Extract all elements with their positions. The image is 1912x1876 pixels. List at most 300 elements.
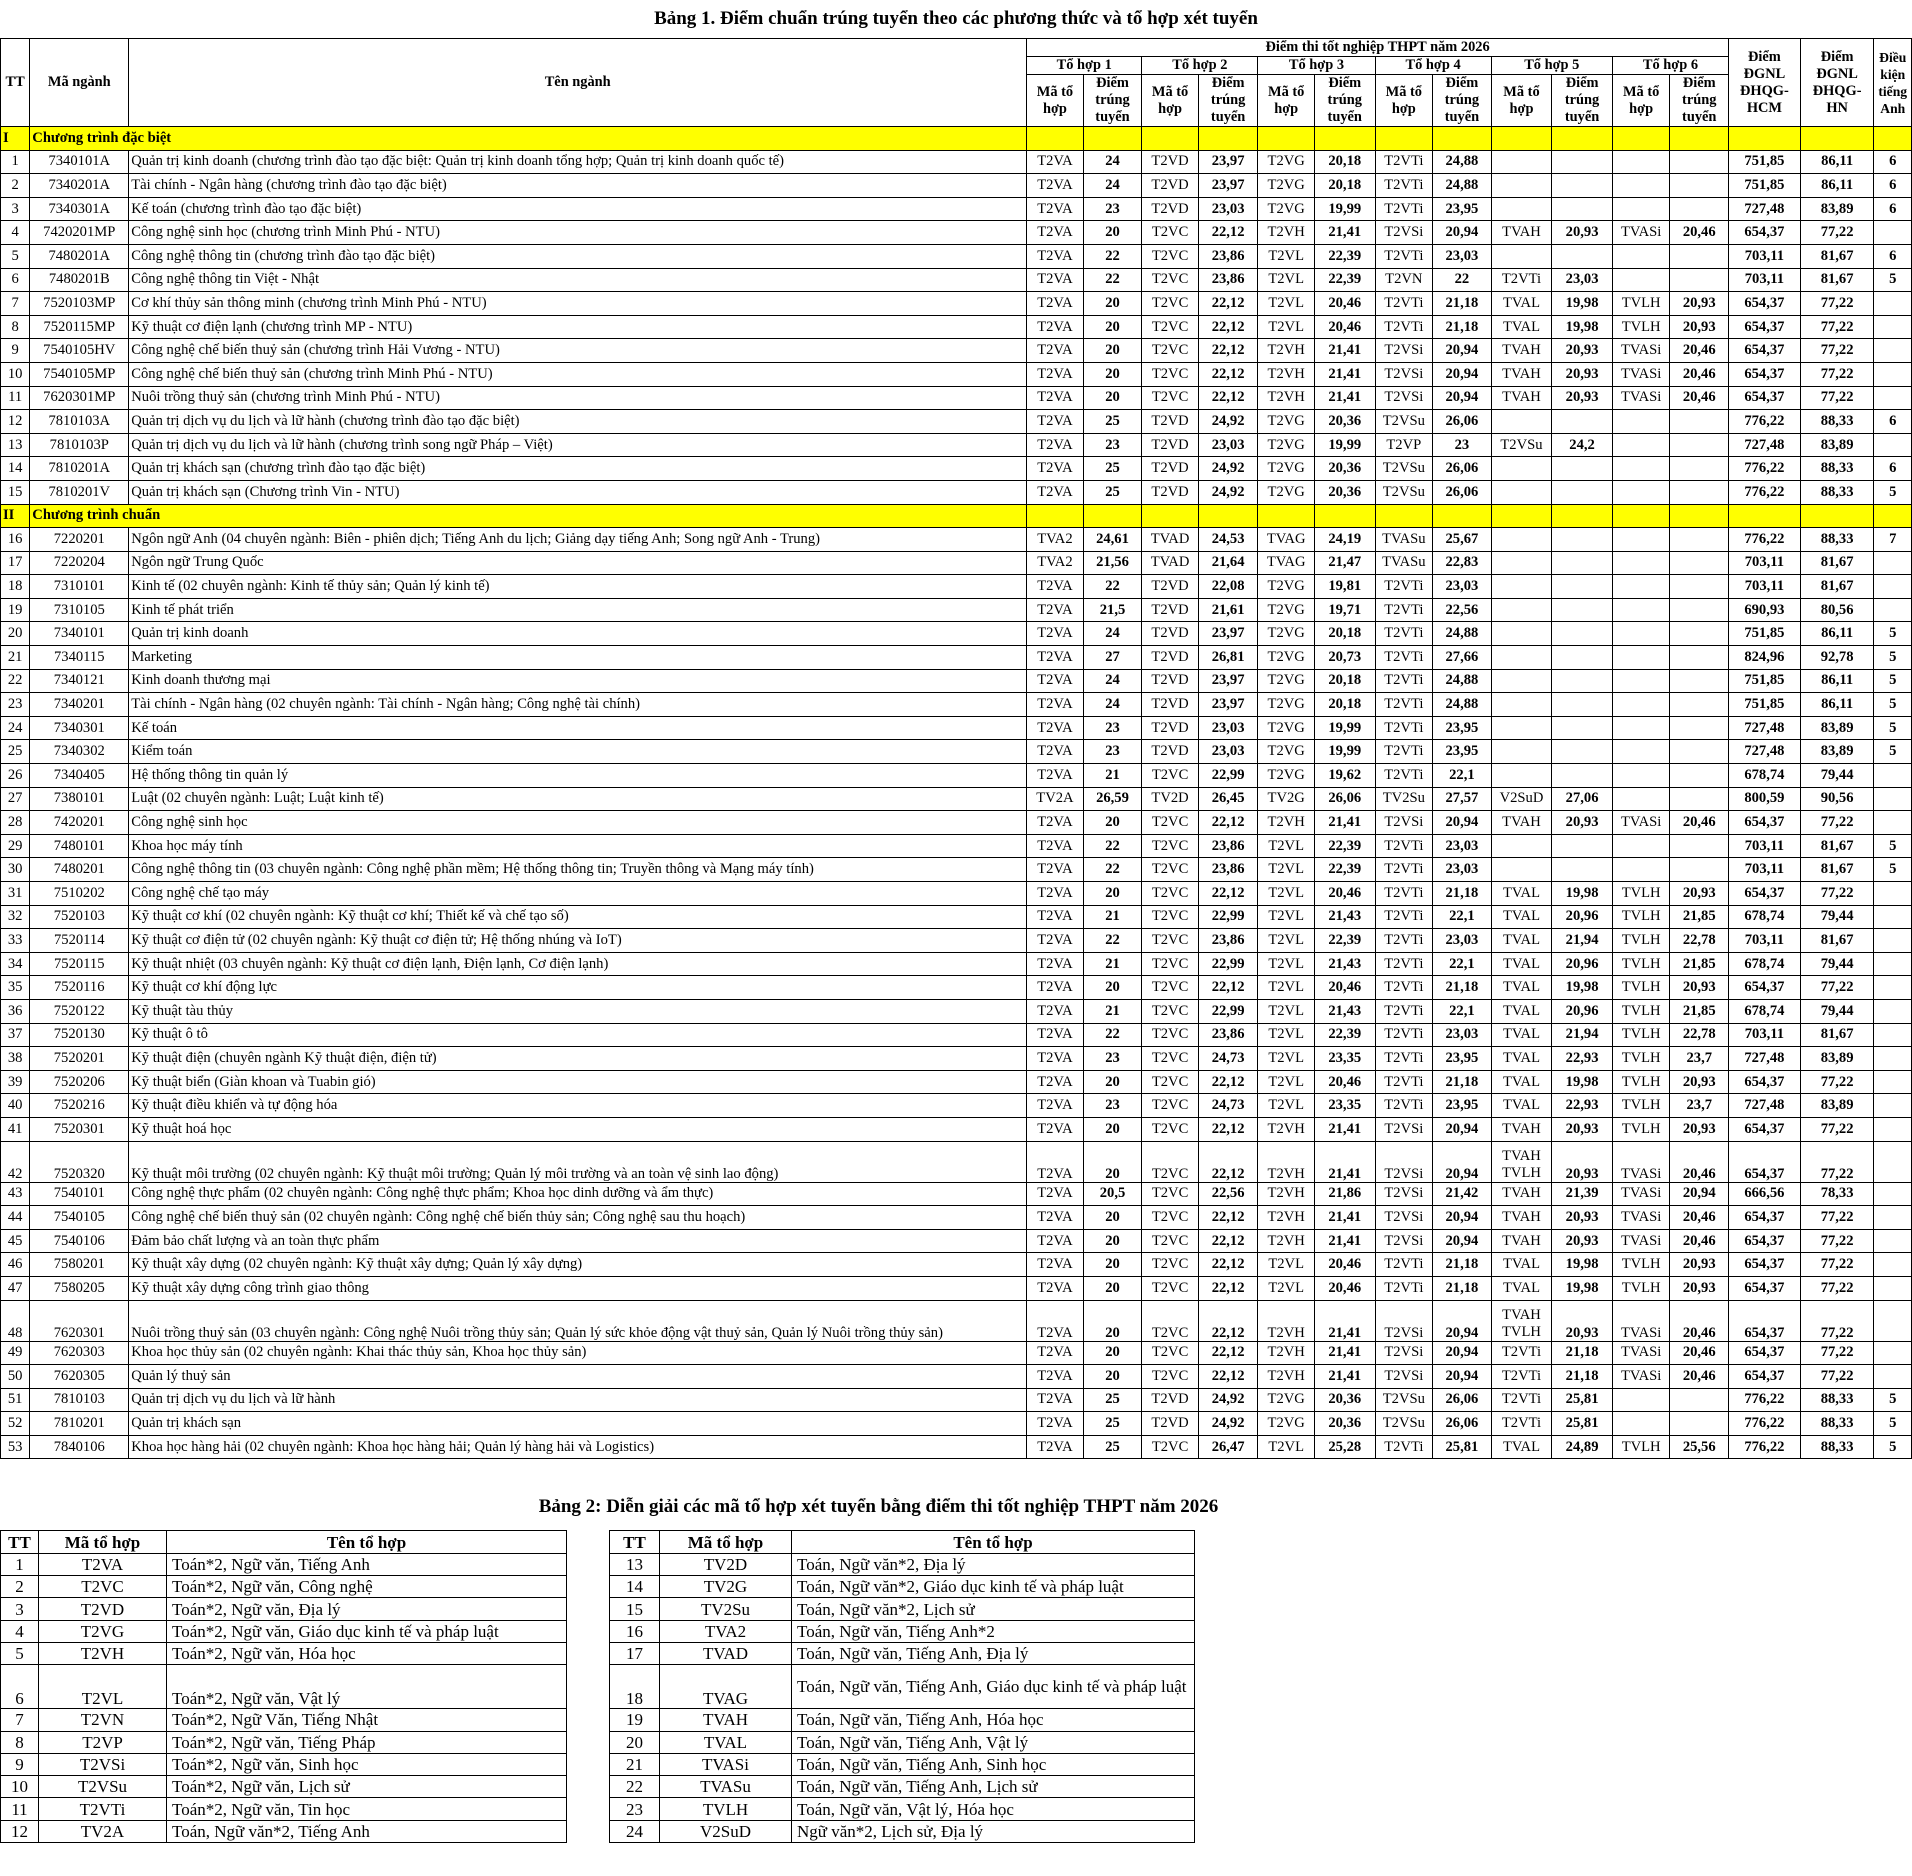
table-cell: 21,43 [1314,999,1375,1023]
section-filler [1874,504,1912,528]
table-cell: T2VG [1258,410,1315,434]
legend-cell: 11 [1,1798,39,1820]
table-cell: 22 [1083,268,1142,292]
table-cell: 20,18 [1314,622,1375,646]
table-cell [1670,1388,1729,1412]
table-cell: 24 [1083,693,1142,717]
table-cell: TVAL [1491,976,1552,1000]
table-cell: T2VA [1027,740,1084,764]
table-cell: 21,41 [1314,1365,1375,1389]
table-row [1,1365,1912,1389]
table-cell: 7520103MP [30,292,129,316]
table-cell: 24,73 [1198,1094,1258,1118]
table-cell: T2VD [1142,1388,1199,1412]
table-cell: 21,94 [1552,1023,1613,1047]
table-cell: 654,37 [1729,1341,1801,1365]
table-cell: 22,12 [1198,1117,1258,1141]
table-cell: 25 [1083,480,1142,504]
table-cell: 20 [1083,1117,1142,1141]
table-cell: 7520115MP [30,315,129,339]
table-cell: 52 [1,1412,30,1436]
table-cell: V2SuD [1491,787,1552,811]
table-cell: T2VTi [1375,1070,1433,1094]
table-cell: 703,11 [1729,268,1801,292]
table-cell: T2VTi [1375,244,1433,268]
table-cell: Ngôn ngữ Anh (04 chuyên ngành: Biên - phiên dịch; Tiếng Anh du lịch; Giảng dạy tiếng Anh; Song ngữ Anh - Trung) [129,528,1027,552]
table-cell [1874,811,1912,835]
table-cell: 24 [1083,669,1142,693]
table-cell: 7540101 [30,1182,129,1206]
table-cell: 88,33 [1800,410,1874,434]
table-cell: 20,93 [1552,362,1613,386]
table-cell: 654,37 [1729,1206,1801,1230]
table-cell [1612,787,1670,811]
table-cell: 88,33 [1800,528,1874,552]
header-dieu-kien-tieng-anh: Điều kiện tiếng Anh [1874,39,1912,127]
table-cell: TVAL [1491,1276,1552,1300]
table-cell: 25 [1083,1435,1142,1459]
table-cell: 33 [1,929,30,953]
table-cell: 13 [1,433,30,457]
table-cell: 20,93 [1552,1206,1613,1230]
table-cell [1670,764,1729,788]
table-cell: Kỹ thuật xây dựng công trình giao thông [129,1276,1027,1300]
table-cell [1670,693,1729,717]
table-cell: 7540106 [30,1229,129,1253]
table-cell [1612,622,1670,646]
table-row [1,551,1912,575]
table-cell: 21,41 [1314,1229,1375,1253]
legend-cell: Toán, Ngữ văn, Tiếng Anh*2 [792,1620,1195,1642]
section-filler [1198,127,1258,151]
table-row [1,1412,1912,1436]
table-cell: 29 [1,834,30,858]
section-filler [1800,504,1874,528]
table-cell: 77,22 [1800,339,1874,363]
table-cell: 23 [1433,433,1492,457]
table-row [1,315,1912,339]
section-row [1,127,1912,151]
legend-cell: TV2A [39,1820,167,1842]
table-cell: TVASi [1612,1365,1670,1389]
table-cell: 22 [1083,858,1142,882]
table-cell: 23,97 [1198,622,1258,646]
table-cell: Kỹ thuật điện (chuyên ngành Kỹ thuật điện, điện tử) [129,1047,1027,1071]
table-row [1,999,1912,1023]
table-row [1,976,1912,1000]
table-cell: 24,53 [1198,528,1258,552]
section-filler [1552,127,1613,151]
table-cell: 800,59 [1729,787,1801,811]
table-row [1,1182,1912,1206]
table-cell: 25,56 [1670,1435,1729,1459]
table-cell [1612,174,1670,198]
table-cell: 654,37 [1729,976,1801,1000]
table-cell: 21,18 [1433,1276,1492,1300]
table-cell: Hệ thống thông tin quản lý [129,764,1027,788]
table-cell: T2VL [1258,1253,1315,1277]
table-cell: 20,94 [1433,221,1492,245]
table-cell: 15 [1,480,30,504]
table-row [1,740,1912,764]
table-cell: T2VSu [1375,1412,1433,1436]
table-cell: T2VC [1142,1253,1199,1277]
table-cell: Kỹ thuật nhiệt (03 chuyên ngành: Kỹ thuật cơ điện lạnh, Điện lạnh, Cơ điện lạnh) [129,952,1027,976]
table-cell: T2VG [1258,150,1315,174]
legend-cell: Toán*2, Ngữ văn, Tin học [167,1798,567,1820]
table-cell: TVAH [1491,339,1552,363]
table-cell: 7840106 [30,1435,129,1459]
table-cell: 26 [1,764,30,788]
table-cell: T2VC [1142,339,1199,363]
table-cell: TVAH [1491,362,1552,386]
table-cell: Nuôi trồng thuỷ sản (chương trình Minh Phú - NTU) [129,386,1027,410]
table-cell: 23,86 [1198,268,1258,292]
table-cell: TVAH TVLH [1491,1300,1552,1341]
legend-cell: Toán*2, Ngữ văn, Giáo dục kinh tế và pháp luật [167,1620,567,1642]
table-cell: 7220201 [30,528,129,552]
table-cell: 23,03 [1433,858,1492,882]
table-cell: 20,93 [1670,976,1729,1000]
table-cell: 23,35 [1314,1094,1375,1118]
table-cell: 5 [1874,740,1912,764]
legend-row [610,1553,1195,1575]
table-cell: TVAH [1491,221,1552,245]
table-cell: T2VA [1027,858,1084,882]
section-filler [1375,127,1433,151]
table-cell: T2VSu [1375,457,1433,481]
table-cell: 5 [1874,268,1912,292]
table-cell [1874,1141,1912,1182]
table-cell [1491,150,1552,174]
table-cell: T2VA [1027,315,1084,339]
legend-cell: Toán, Ngữ văn, Tiếng Anh, Hóa học [792,1709,1195,1731]
table-row [1,669,1912,693]
table-cell: T2VC [1142,882,1199,906]
table-cell [1670,740,1729,764]
table-cell: 26,06 [1433,1412,1492,1436]
table-row [1,1070,1912,1094]
table-cell: 20 [1083,1229,1142,1253]
table-cell: TV2D [1142,787,1199,811]
table-cell: 32 [1,905,30,929]
header-ma-nganh: Mã ngành [30,39,129,127]
table-cell: 7540105 [30,1206,129,1230]
table-cell: 21,18 [1552,1341,1613,1365]
table-cell: 7340121 [30,669,129,693]
table-cell: 23,86 [1198,858,1258,882]
table-cell: TVAH [1491,1229,1552,1253]
table-cell [1612,575,1670,599]
table-cell: Marketing [129,646,1027,670]
table-cell: T2VA [1027,999,1084,1023]
table-cell: 4 [1,221,30,245]
table-cell: Kỹ thuật cơ khí (02 chuyên ngành: Kỹ thuật cơ khí; Thiết kế và chế tạo số) [129,905,1027,929]
table-row [1,1341,1912,1365]
table-cell: 23 [1083,740,1142,764]
table-cell: T2VC [1142,1206,1199,1230]
table-cell [1874,433,1912,457]
table-cell: 88,33 [1800,480,1874,504]
legend-cell: Toán, Ngữ văn*2, Giáo dục kinh tế và pháp luật [792,1576,1195,1598]
table-cell: T2VTi [1375,905,1433,929]
table-cell: 22,12 [1198,362,1258,386]
table-cell: T2VSi [1375,386,1433,410]
table-row [1,1206,1912,1230]
table-cell: 20,46 [1314,882,1375,906]
table-cell: 19,62 [1314,764,1375,788]
table-cell [1612,740,1670,764]
table-cell: 34 [1,952,30,976]
table-cell: TVASi [1612,1341,1670,1365]
table-cell: Khoa học hàng hải (02 chuyên ngành: Khoa học hàng hải; Quản lý hàng hải và Logistics) [129,1435,1027,1459]
table-cell: T2VA [1027,1117,1084,1141]
table-cell: 727,48 [1729,716,1801,740]
table-cell: 20,93 [1670,292,1729,316]
table-cell: 19,98 [1552,1070,1613,1094]
table-cell: 38 [1,1047,30,1071]
table-cell: 20,94 [1433,1229,1492,1253]
table-cell [1491,457,1552,481]
table-cell [1491,740,1552,764]
table-cell: 20,96 [1552,999,1613,1023]
legend-cell: Toán*2, Ngữ văn, Sinh học [167,1753,567,1775]
table-cell: TVASi [1612,339,1670,363]
table-cell: 678,74 [1729,999,1801,1023]
table-cell: T2VSi [1375,1300,1433,1341]
table-cell: 6 [1,268,30,292]
table-cell [1874,1365,1912,1389]
table-cell: TVLH [1612,1276,1670,1300]
table-cell: 727,48 [1729,1094,1801,1118]
table-cell: 83,89 [1800,1094,1874,1118]
table-cell: 21,41 [1314,1141,1375,1182]
table-cell: Quản trị kinh doanh (chương trình đào tạo đặc biệt: Quản trị kinh doanh tổng hợp; Quản trị kinh doanh quốc tế) [129,150,1027,174]
table-cell [1874,1276,1912,1300]
table-cell: 824,96 [1729,646,1801,670]
table-cell: TVASi [1612,1141,1670,1182]
table-cell [1491,551,1552,575]
table-cell: T2VC [1142,1276,1199,1300]
table-cell: 88,33 [1800,1412,1874,1436]
table-cell: T2VH [1258,1141,1315,1182]
table-cell: 77,22 [1800,1206,1874,1230]
table-cell [1612,1388,1670,1412]
table-cell: 20 [1083,362,1142,386]
table-cell: TV2Su [1375,787,1433,811]
table-cell: 7340302 [30,740,129,764]
table-cell: Công nghệ thông tin Việt - Nhật [129,268,1027,292]
table-cell: 81,67 [1800,575,1874,599]
table-cell [1670,787,1729,811]
legend-cell: 24 [610,1820,660,1842]
table-cell: 5 [1874,858,1912,882]
legend-table-left [0,1530,567,1843]
table-cell: 7340405 [30,764,129,788]
table-cell: T2VTi [1375,952,1433,976]
table-cell: 18 [1,575,30,599]
table-cell: Kinh tế phát triển [129,598,1027,622]
table-cell: 79,44 [1800,999,1874,1023]
table-cell: 77,22 [1800,1276,1874,1300]
table-cell: 776,22 [1729,528,1801,552]
table-cell [1670,834,1729,858]
table-cell: 20,46 [1670,221,1729,245]
table-cell: 37 [1,1023,30,1047]
table-cell: 654,37 [1729,1300,1801,1341]
table-cell: TVLH [1612,292,1670,316]
table-cell: T2VTi [1375,1276,1433,1300]
table-cell: T2VTi [1375,646,1433,670]
table-row [1,787,1912,811]
table-cell: 5 [1874,1435,1912,1459]
table-cell: 22,08 [1198,575,1258,599]
table-cell: T2VA [1027,457,1084,481]
table-cell: 23,03 [1433,929,1492,953]
table-cell: T2VSu [1375,1388,1433,1412]
table-cell [1491,174,1552,198]
table-cell: 7520130 [30,1023,129,1047]
legend-cell: TVAH [660,1709,792,1731]
table-cell: 8 [1,315,30,339]
table-cell: T2VTi [1375,882,1433,906]
table-cell: 7480101 [30,834,129,858]
table-cell: T2VSi [1375,339,1433,363]
table-cell [1612,598,1670,622]
header-dgnl-hcm: Điểm ĐGNL ĐHQG-HCM [1729,39,1801,127]
table-cell: 19 [1,598,30,622]
table-cell [1874,952,1912,976]
table-cell: 81,67 [1800,929,1874,953]
legend-cell: Toán*2, Ngữ văn, Lịch sử [167,1776,567,1798]
table-cell: T2VA [1027,174,1084,198]
table-cell [1491,858,1552,882]
table-cell: 20,93 [1552,386,1613,410]
table-cell: 86,11 [1800,150,1874,174]
table-cell: T2VC [1142,1182,1199,1206]
section-filler [1874,127,1912,151]
table-cell: 22,93 [1552,1094,1613,1118]
table-cell: 22,99 [1198,764,1258,788]
table-cell: T2VD [1142,716,1199,740]
table-cell: Công nghệ chế tạo máy [129,882,1027,906]
table-cell: 26,06 [1433,410,1492,434]
table-cell: 25,67 [1433,528,1492,552]
table-cell: TVAL [1491,315,1552,339]
table-cell [1874,1070,1912,1094]
table-cell [1552,598,1613,622]
legend-row [610,1620,1195,1642]
table-cell: 21,41 [1314,221,1375,245]
table-cell: 7810103P [30,433,129,457]
legend-cell: 4 [1,1620,39,1642]
table-cell: 20,94 [1433,1300,1492,1341]
section-filler [1258,504,1315,528]
table-cell: 22,39 [1314,1023,1375,1047]
legend-cell: Toán*2, Ngữ văn, Địa lý [167,1598,567,1620]
table-cell: Quản trị khách sạn (chương trình đào tạo đặc biệt) [129,457,1027,481]
table-cell: 86,11 [1800,174,1874,198]
table-cell [1612,433,1670,457]
table-cell: T2VA [1027,622,1084,646]
table-cell: Kỹ thuật biển (Giàn khoan và Tuabin gió) [129,1070,1027,1094]
table-cell: T2VTi [1491,268,1552,292]
table-cell: 21,41 [1314,811,1375,835]
table-cell: 77,22 [1800,386,1874,410]
table-cell: 22,12 [1198,1365,1258,1389]
legend-cell: TV2G [660,1576,792,1598]
table-cell: T2VC [1142,834,1199,858]
table-cell: 36 [1,999,30,1023]
table-cell: 7520206 [30,1070,129,1094]
table-cell: 7520320 [30,1141,129,1182]
table-cell [1552,150,1613,174]
table-cell [1670,268,1729,292]
table-cell: T2VG [1258,598,1315,622]
table-cell: 23,03 [1198,197,1258,221]
table-cell: 16 [1,528,30,552]
table-cell: T2VTi [1375,575,1433,599]
table-cell: 24,2 [1552,433,1613,457]
table-cell [1552,834,1613,858]
legend-cell: 5 [1,1642,39,1664]
table-cell: Quản trị kinh doanh [129,622,1027,646]
table-cell: 703,11 [1729,834,1801,858]
table-row [1,1253,1912,1277]
legend-cell: 12 [1,1820,39,1842]
table1-title: Bảng 1. Điểm chuẩn trúng tuyển theo các phương thức và tổ hợp xét tuyển [654,8,1258,29]
table-row [1,433,1912,457]
table-cell: T2VA [1027,1253,1084,1277]
table-cell: 23,95 [1433,716,1492,740]
legend-cell: Ngữ văn*2, Lịch sử, Địa lý [792,1820,1195,1842]
table-cell: 77,22 [1800,1365,1874,1389]
table-cell [1874,1047,1912,1071]
legend-cell: 17 [610,1642,660,1664]
table-cell: 19,98 [1552,315,1613,339]
header-thpt: Điểm thi tốt nghiệp THPT năm 2026 [1027,39,1729,57]
table-cell: 7420201MP [30,221,129,245]
table-cell: 654,37 [1729,339,1801,363]
table-cell [1874,598,1912,622]
table-cell: 26,06 [1433,1388,1492,1412]
table-cell: T2VSu [1491,433,1552,457]
table-cell: T2VTi [1491,1365,1552,1389]
table-cell: 20,94 [1433,1365,1492,1389]
table-cell: 23,03 [1433,834,1492,858]
table-cell: 776,22 [1729,1388,1801,1412]
table-cell [1552,716,1613,740]
table-cell: T2VA [1027,1206,1084,1230]
table-cell: 22,1 [1433,905,1492,929]
table-cell: T2VTi [1375,622,1433,646]
table-cell: T2VTi [1375,716,1433,740]
legend-cell: 23 [610,1798,660,1820]
table-cell: T2VC [1142,1341,1199,1365]
table-cell: 77,22 [1800,1341,1874,1365]
table-cell: Công nghệ thông tin (03 chuyên ngành: Công nghệ phần mềm; Hệ thống thông tin; Truyền thông và Mạng máy tính) [129,858,1027,882]
table-cell: T2VL [1258,244,1315,268]
table-cell: T2VC [1142,1070,1199,1094]
table-cell: T2VC [1142,1365,1199,1389]
table-cell: Khoa học thủy sản (02 chuyên ngành: Khai thác thủy sản, Khoa học thủy sản) [129,1341,1027,1365]
table-cell: 5 [1874,1388,1912,1412]
legend-cell: TV2Su [660,1598,792,1620]
table-cell: 25,28 [1314,1435,1375,1459]
table-cell: T2VH [1258,1365,1315,1389]
table-cell: Kỹ thuật hoá học [129,1117,1027,1141]
table-cell: 23 [1,693,30,717]
